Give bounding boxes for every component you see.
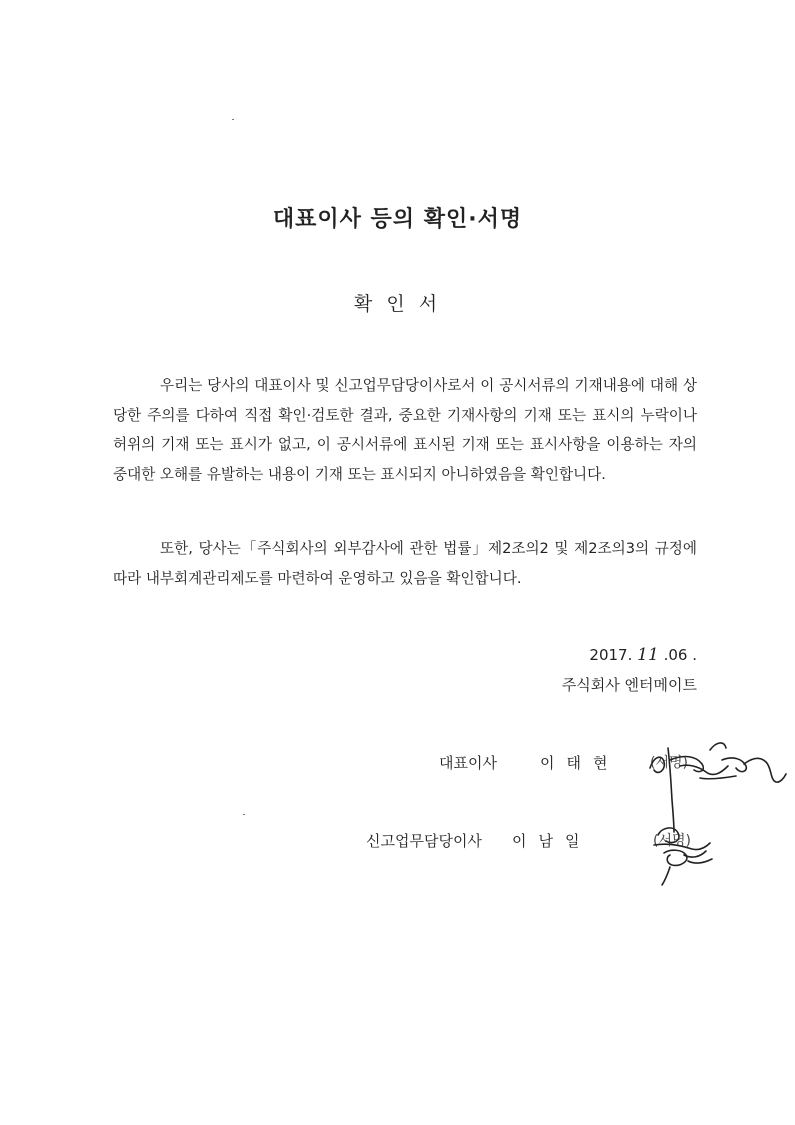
disclosure-officer-signature-image (640, 815, 730, 890)
ceo-signature-image (640, 720, 790, 840)
document-subtitle: 확 인 서 (353, 293, 442, 315)
company-name: 주식회사 엔터메이트 (561, 676, 697, 694)
confirmation-paragraph: 우리는 당사의 대표이사 및 신고업무담당이사로서 이 공시서류의 기재내용에 대해 상당한 주의를 다하여 직접 확인·검토한 결과, 중요한 기재사항의 기재 또는 표시의 누락이나 허위의 기재 또는 표시가 없고, 이 공시서류에 표시된 기재 또는 표시사항을 이용하는 자의 중대한 오해를 유발하는 내용이 기재 또는 표시되지 아니하였음을 확인합니다. (113, 377, 697, 483)
date-year: 2017. (589, 646, 633, 664)
date-end: . (692, 646, 697, 664)
date-month: 11 (637, 645, 659, 665)
date-day: .06 (663, 646, 688, 664)
document-date (589, 645, 697, 665)
scan-speck (232, 119, 234, 120)
ceo-role: 대표이사 (439, 754, 497, 772)
disclosure-officer-sign-mark: (서명) (653, 833, 691, 849)
disclosure-officer-name: 이남일 (512, 832, 592, 850)
document-title: 대표이사 등의 확인·서명 (272, 207, 523, 232)
ceo-name: 이태현 (540, 754, 620, 772)
disclosure-officer-role: 신고업무담당이사 (366, 832, 482, 850)
ceo-sign-mark: (서명) (650, 755, 688, 771)
scan-speck (243, 814, 245, 815)
internal-control-paragraph: 또한, 당사는「주식회사의 외부감사에 관한 법률」제2조의2 및 제2조의3의 규정에 따라 내부회계관리제도를 마련하여 운영하고 있음을 확인합니다. (113, 540, 697, 587)
